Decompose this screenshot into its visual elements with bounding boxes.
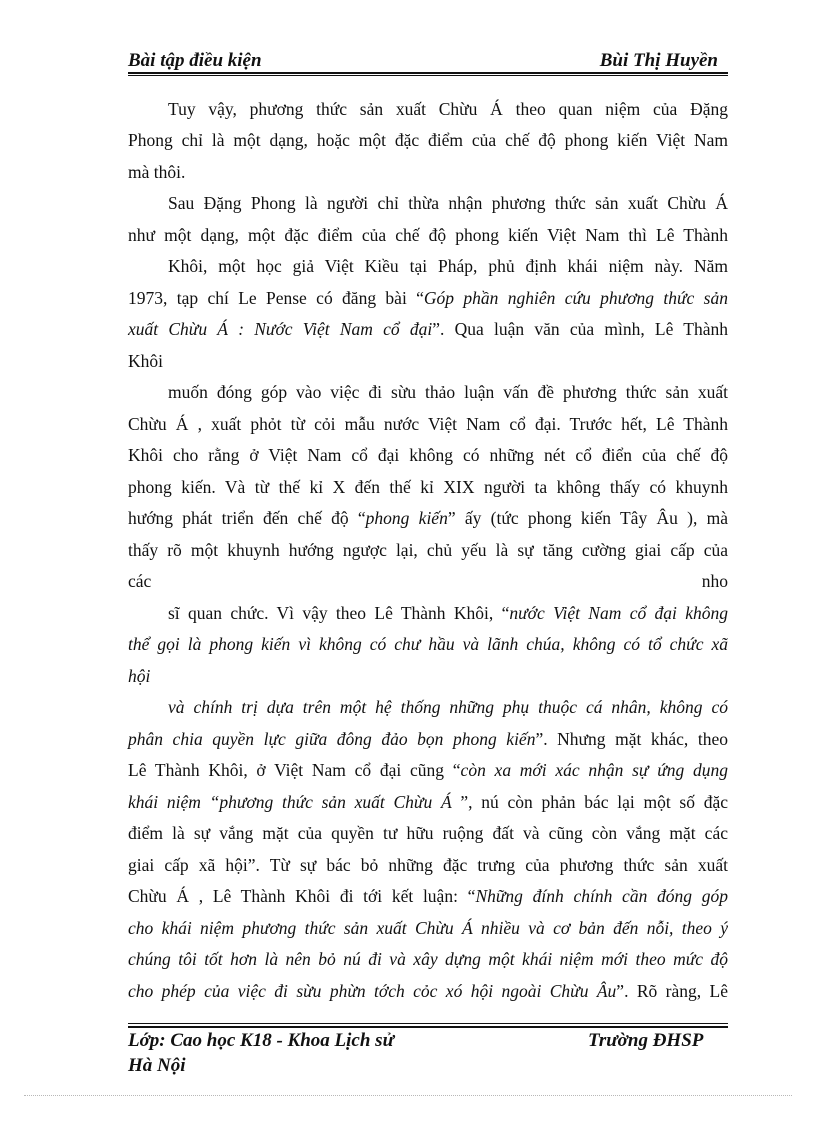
- header-rule-thin: [128, 75, 728, 76]
- text-line: chúng tôi tốt hơn là nên bỏ nú đi và xây dựng một khái niệm mới theo mức độ: [128, 949, 728, 969]
- text-line: như một dạng, một đặc điểm của chế độ phong kiến Việt Nam thì Lê Thành: [128, 225, 728, 245]
- header-title: Bài tập điều kiện: [128, 50, 262, 71]
- text-line: cho khái niệm phương thức sản xuất Chừu Á nhiều và cơ bản đến nỗi, theo ý: [128, 918, 728, 938]
- text-line: hướng phát triển đến chế độ “phong kiến” ấy (tức phong kiến Tây Âu ), mà: [128, 508, 728, 528]
- text-line: Phong chỉ là một dạng, hoặc một đặc điểm của chế độ phong kiến Việt Nam: [128, 130, 728, 150]
- text-line: Khôi: [128, 351, 163, 371]
- text-line: xuất Chừu Á : Nước Việt Nam cổ đại”. Qua luận văn của mình, Lê Thành: [128, 319, 728, 339]
- text-line: và chính trị dựa trên một hệ thống những phụ thuộc cá nhân, không có: [168, 697, 728, 717]
- text-line: hội: [128, 666, 151, 686]
- text-line: các nho: [128, 571, 728, 591]
- text-line: cho phép của việc đi sừu phừn tớch cỏc xó hội ngoài Chừu Âu”. Rõ ràng, Lê: [128, 981, 728, 1001]
- header-rule-thick: [128, 72, 728, 74]
- text-line: Khôi, một học giả Việt Kiều tại Pháp, phủ định khái niệm này. Năm: [168, 256, 728, 276]
- text-line: Chừu Á , xuất phỏt từ cỏi mẫu nước Việt Nam cổ đại. Trước hết, Lê Thành: [128, 414, 728, 434]
- text-line: Chừu Á , Lê Thành Khôi đi tới kết luận: “Những đính chính cần đóng góp: [128, 886, 729, 906]
- text-line: Tuy vậy, phương thức sản xuất Chừu Á theo quan niệm của Đặng: [168, 99, 728, 119]
- text-line: Khôi cho rằng ở Việt Nam cổ đại không có những nét cổ điển của chế độ: [128, 445, 728, 465]
- header-author: Bùi Thị Huyền: [599, 50, 718, 71]
- text-line: thể gọi là phong kiến vì không có chư hầu và lãnh chúa, không có tổ chức xã: [128, 634, 728, 654]
- footer-school: Trường ĐHSP: [588, 1030, 704, 1051]
- page-header: [128, 48, 728, 74]
- text-line: giai cấp xã hội”. Từ sự bác bỏ những đặc trưng của phương thức sản xuất: [128, 855, 728, 875]
- text-line: điểm là sự vắng mặt của quyền tư hữu ruộng đất và cũng còn vắng mặt các: [128, 823, 728, 843]
- text-line: Lê Thành Khôi, ở Việt Nam cổ đại cũng “còn xa mới xác nhận sự ứng dụng: [128, 760, 728, 780]
- footer-rule-thick: [128, 1026, 728, 1028]
- text-line: mà thôi.: [128, 162, 186, 182]
- text-line: khái niệm “phương thức sản xuất Chừu Á ”, nú còn phản bác lại một số đặc: [128, 792, 728, 812]
- footer-rule-thin: [128, 1023, 728, 1024]
- page-boundary: [24, 1095, 792, 1096]
- text-line: muốn đóng góp vào việc đi sừu thảo luận vấn đề phương thức sản xuất: [168, 382, 728, 402]
- text-line: phong kiến. Và từ thế kỉ X đến thế kỉ XIX người ta không thấy có khuynh: [128, 477, 728, 497]
- text-line: Sau Đặng Phong là người chỉ thừa nhận phương thức sản xuất Chừu Á: [168, 193, 728, 213]
- text-line: 1973, tạp chí Le Pense có đăng bài “Góp phần nghiên cứu phương thức sản: [128, 288, 728, 308]
- text-line: phân chia quyền lực giữa đông đảo bọn phong kiến”. Nhưng mặt khác, theo: [128, 729, 728, 749]
- text-line: thấy rõ một khuynh hướng ngược lại, chủ yếu là sự tăng cường giai cấp của: [128, 540, 728, 560]
- text-line: sĩ quan chức. Vì vậy theo Lê Thành Khôi, “nước Việt Nam cổ đại không: [168, 603, 728, 623]
- footer-class: Lớp: Cao học K18 - Khoa Lịch sử: [128, 1030, 394, 1051]
- footer-city: Hà Nội: [128, 1055, 186, 1076]
